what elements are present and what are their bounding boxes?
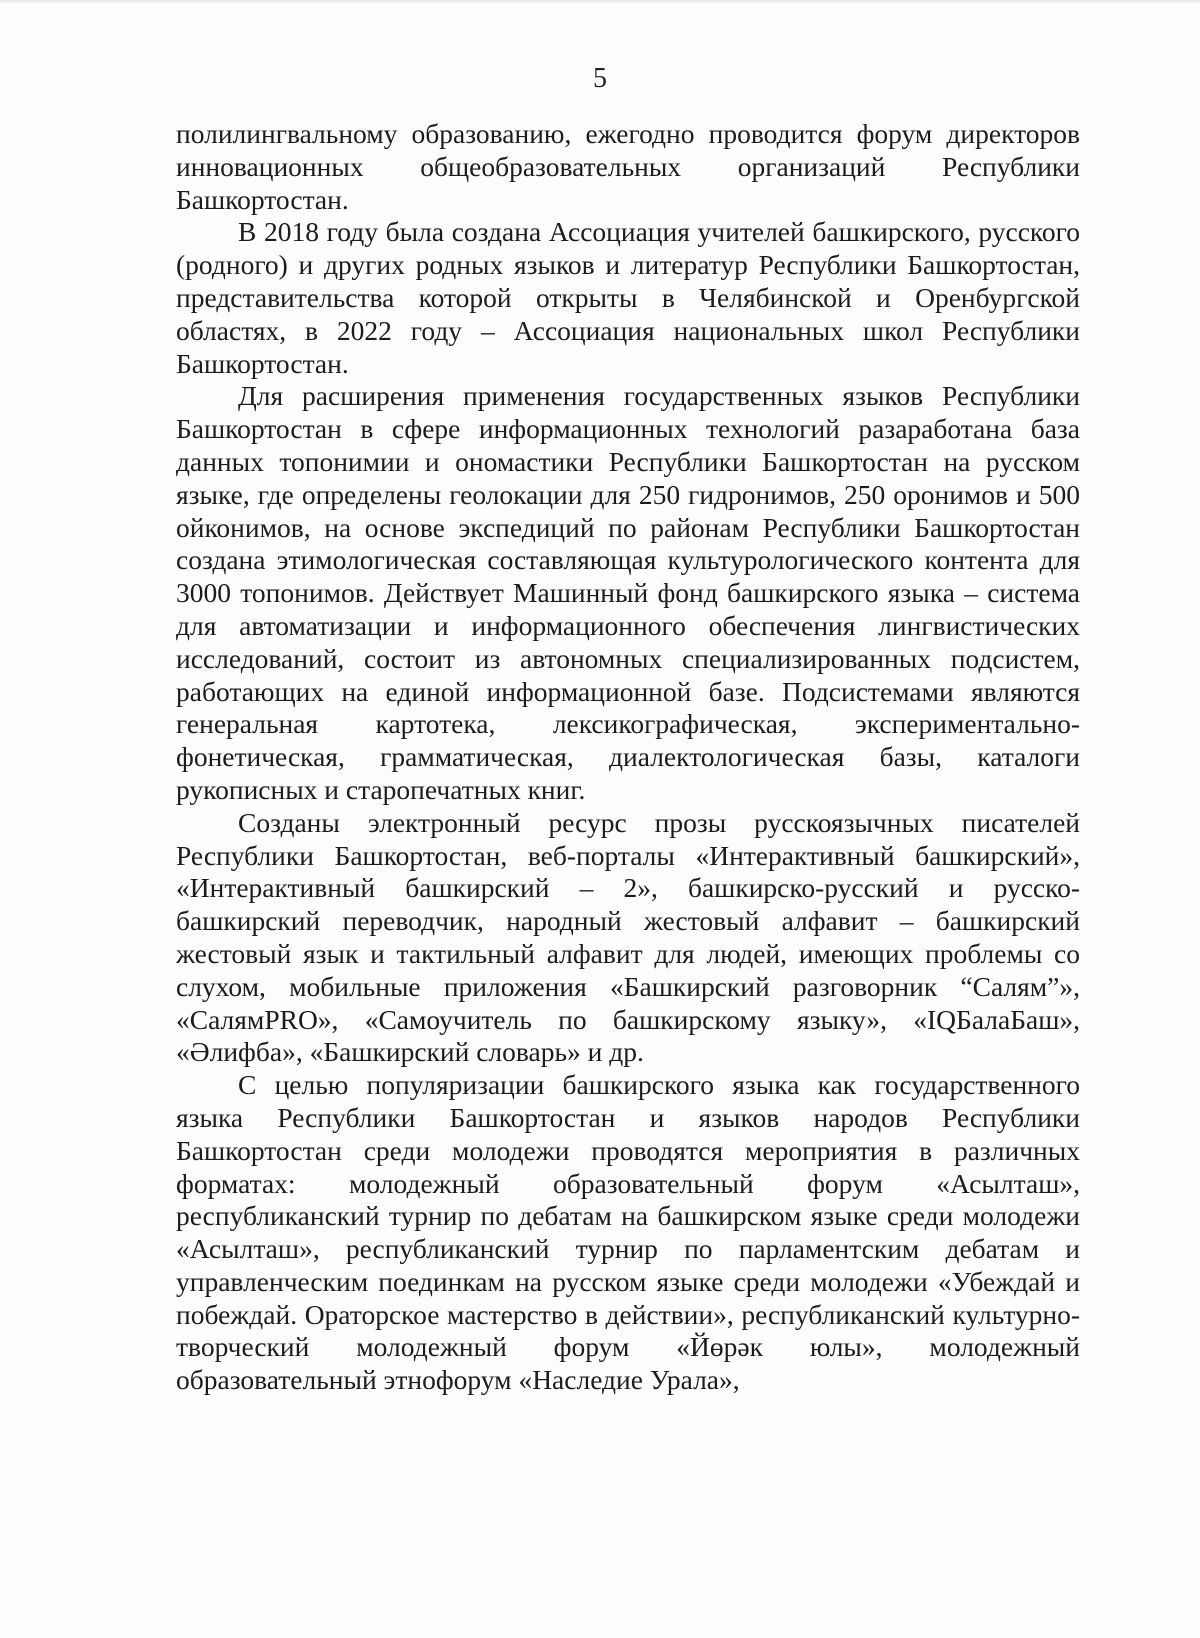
page-number: 5: [593, 63, 607, 94]
paragraph-3: Для расширения применения государственных языков Республики Башкортостан в сфере информационных технологий разаработана база данных топонимии и ономастики Республики Башкортостан на русском языке, где определены геолокации для 250 гидронимов, 250 оронимов и 500 ойконимов, на основе экспедиций по районам Республики Башкортостан создана этимологическая составляющая культурологического контента для 3000 топонимов. Действует Машинный фонд башкирского языка – система для автоматизации и информационного обеспечения лингвистических исследований, состоит из автономных специализированных подсистем, работающих на единой информационной базе. Подсистемами являются генеральная картотека, лексикографическая, экспериментально-фонетическая, грамматическая, диалектологическая базы, каталоги рукописных и старопечатных книг.: [176, 380, 1080, 805]
paragraph-5: С целью популяризации башкирского языка как государственного языка Республики Башкортостан и языков народов Республики Башкортостан среди молодежи проводятся мероприятия в различных форматах: молодежный образовательный форум «Асылташ», республиканский турнир по дебатам на башкирском языке среди молодежи «Асылташ», республиканский турнир по парламентским дебатам и управленческим поединкам на русском языке среди молодежи «Убеждай и побеждай. Ораторское мастерство в действии», республиканский культурно-творческий молодежный форум «Йөрәк юлы», молодежный образовательный этнофорум «Наследие Урала»,: [176, 1069, 1080, 1396]
document-body: [176, 118, 1080, 1397]
paragraph-2: В 2018 году была создана Ассоциация учителей башкирского, русского (родного) и других родных языков и литератур Республики Башкортостан, представительства которой открыты в Челябинской и Оренбургской областях, в 2022 году – Ассоциация национальных школ Республики Башкортостан.: [176, 216, 1080, 379]
paragraph-4: Созданы электронный ресурс прозы русскоязычных писателей Республики Башкортостан, веб-порталы «Интерактивный башкирский», «Интерактивный башкирский – 2», башкирско-русский и русско-башкирский переводчик, народный жестовый алфавит – башкирский жестовый язык и тактильный алфавит для людей, имеющих проблемы со слухом, мобильные приложения «Башкирский разговорник “Салям”», «СалямPRO», «Самоучитель по башкирскому языку», «IQБалаБаш», «Әлифба», «Башкирский словарь» и др.: [176, 806, 1080, 1068]
paragraph-1: полилингвальному образованию, ежегодно проводится форум директоров инновационных общеобразовательных организаций Республики Башкортостан.: [176, 118, 1080, 215]
scan-edge-shadow: [0, 0, 1200, 4]
